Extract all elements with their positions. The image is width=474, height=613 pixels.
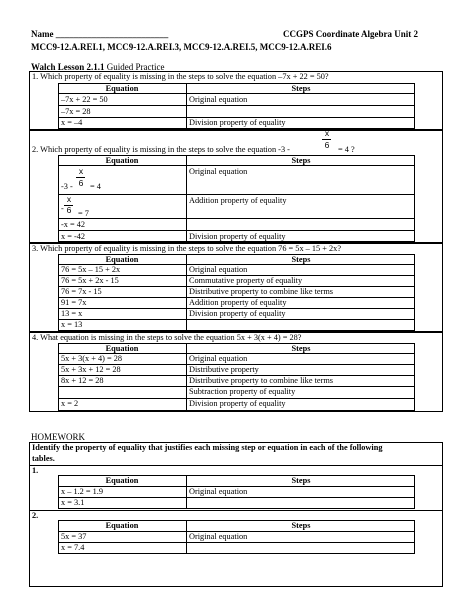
homework-item-number: 1. bbox=[32, 466, 39, 475]
homework-instruction: Identify the property of equality that justifies each missing step or equation in each of the following bbox=[32, 443, 383, 452]
col-header-equation: Equation bbox=[105, 344, 139, 353]
table-cell-equation: 76 = 5x – 15 + 2x bbox=[61, 265, 121, 274]
fraction-numerator: x bbox=[66, 194, 72, 204]
table-cell-equation: 76 = 7x - 15 bbox=[61, 287, 102, 296]
table-cell-step: Division property of equality bbox=[189, 232, 286, 241]
col-header-steps: Steps bbox=[291, 255, 311, 264]
table-cell-equation: x = -42 bbox=[61, 232, 86, 241]
name-label: Name _________________________ bbox=[31, 29, 169, 39]
table-cell-equation-suffix: = 7 bbox=[78, 209, 89, 218]
table-cell-step: Division property of equality bbox=[189, 399, 286, 408]
table-cell-step: Subtraction property of equality bbox=[189, 387, 296, 396]
fraction-numerator: x bbox=[78, 166, 84, 176]
table-cell-equation: 76 = 5x + 2x - 15 bbox=[61, 276, 119, 285]
lesson-title-rest: Guided Practice bbox=[104, 62, 165, 72]
col-header-steps: Steps bbox=[291, 84, 311, 93]
problem-2-question: 2. Which property of equality is missing in the steps to solve the equation -3 - bbox=[32, 145, 290, 154]
table-cell-step: Commutative property of equality bbox=[189, 276, 303, 285]
fraction-denominator: 6 bbox=[78, 178, 84, 188]
row-divider bbox=[58, 194, 415, 195]
homework-box bbox=[29, 442, 443, 587]
table-cell-equation: –7x = 28 bbox=[61, 107, 91, 116]
table-cell-equation: –7x + 22 = 50 bbox=[61, 95, 108, 104]
table-cell-step: Distributive property to combine like terms bbox=[189, 287, 334, 296]
table-cell-equation: 5x + 3(x + 4) = 28 bbox=[61, 354, 123, 363]
col-header-equation: Equation bbox=[105, 521, 139, 530]
problem-1-question: 1. Which property of equality is missing in the steps to solve the equation –7x + 22 = 50? bbox=[32, 72, 329, 81]
fraction-numerator: x bbox=[324, 128, 330, 138]
homework-instruction: tables. bbox=[32, 454, 55, 463]
col-divider bbox=[186, 155, 187, 242]
problem-4-question: 4. What equation is missing in the steps to solve the equation 5x + 3(x + 4) = 28? bbox=[32, 333, 302, 342]
table-cell-step: Original equation bbox=[189, 265, 248, 274]
table-cell-step: Original equation bbox=[189, 95, 248, 104]
table-cell-equation: x = 13 bbox=[61, 320, 83, 329]
row-divider bbox=[58, 497, 415, 498]
table-cell-step: Original equation bbox=[189, 487, 248, 496]
section-divider bbox=[29, 465, 443, 466]
table-cell-equation: x = 3.1 bbox=[61, 498, 85, 507]
standards-line: MCC9-12.A.REI.1, MCC9-12.A.REI.3, MCC9-12.A.REI.5, MCC9-12.A.REI.6 bbox=[31, 42, 332, 52]
table-cell-equation: 5x + 3x + 12 = 28 bbox=[61, 365, 121, 374]
table-cell-equation: -x = 42 bbox=[61, 220, 86, 229]
homework-item-number: 2. bbox=[32, 511, 39, 520]
col-header-equation: Equation bbox=[105, 255, 139, 264]
table-cell-equation-suffix: = 4 bbox=[90, 182, 101, 191]
table-cell-step: Addition property of equality bbox=[189, 196, 287, 205]
col-header-equation: Equation bbox=[105, 476, 139, 485]
row-divider bbox=[58, 105, 415, 106]
problem-3-question: 3. Which property of equality is missing in the steps to solve the equation 76 = 5x – 15 + 2x? bbox=[32, 244, 342, 253]
table-cell-equation: x = 2 bbox=[61, 399, 79, 408]
table-cell-step: Distributive property bbox=[189, 365, 259, 374]
table-cell-equation-prefix: -3 - bbox=[61, 182, 73, 191]
table-cell-equation: x = 7.4 bbox=[61, 543, 85, 552]
table-cell-equation: 13 = x bbox=[61, 309, 83, 318]
table-cell-step: Addition property of equality bbox=[189, 298, 287, 307]
fraction-denominator: 6 bbox=[324, 140, 330, 150]
table-cell-step: Division property of equality bbox=[189, 118, 286, 127]
row-divider bbox=[58, 218, 415, 219]
table-cell-equation: 91 = 7x bbox=[61, 298, 87, 307]
col-header-steps: Steps bbox=[291, 156, 311, 165]
col-header-steps: Steps bbox=[291, 521, 311, 530]
col-header-steps: Steps bbox=[291, 344, 311, 353]
table-cell-equation: x = –4 bbox=[61, 118, 83, 127]
col-header-equation: Equation bbox=[105, 84, 139, 93]
row-divider bbox=[58, 542, 415, 543]
row-divider bbox=[58, 230, 415, 231]
table-cell-step: Distributive property to combine like terms bbox=[189, 376, 334, 385]
table-cell-equation-prefix: - bbox=[61, 204, 64, 213]
fraction-denominator: 6 bbox=[66, 205, 72, 215]
table-cell-equation: x – 1.2 = 1.9 bbox=[61, 487, 104, 496]
col-header-equation: Equation bbox=[105, 156, 139, 165]
problem-2-question-end: = 4 ? bbox=[338, 145, 355, 154]
table-cell-step: Original equation bbox=[189, 167, 248, 176]
table-cell-step: Original equation bbox=[189, 532, 248, 541]
lesson-title-bold: Walch Lesson 2.1.1 bbox=[31, 62, 105, 72]
section-divider bbox=[29, 510, 443, 511]
row-divider bbox=[58, 319, 415, 320]
course-title: CCGPS Coordinate Algebra Unit 2 bbox=[283, 29, 418, 39]
col-header-steps: Steps bbox=[291, 476, 311, 485]
table-cell-equation: 8x + 12 = 28 bbox=[61, 376, 104, 385]
homework-heading: HOMEWORK bbox=[31, 432, 85, 442]
table-cell-step: Original equation bbox=[189, 354, 248, 363]
table-cell-equation: 5x = 37 bbox=[61, 532, 87, 541]
table-cell-step: Division property of equality bbox=[189, 309, 286, 318]
